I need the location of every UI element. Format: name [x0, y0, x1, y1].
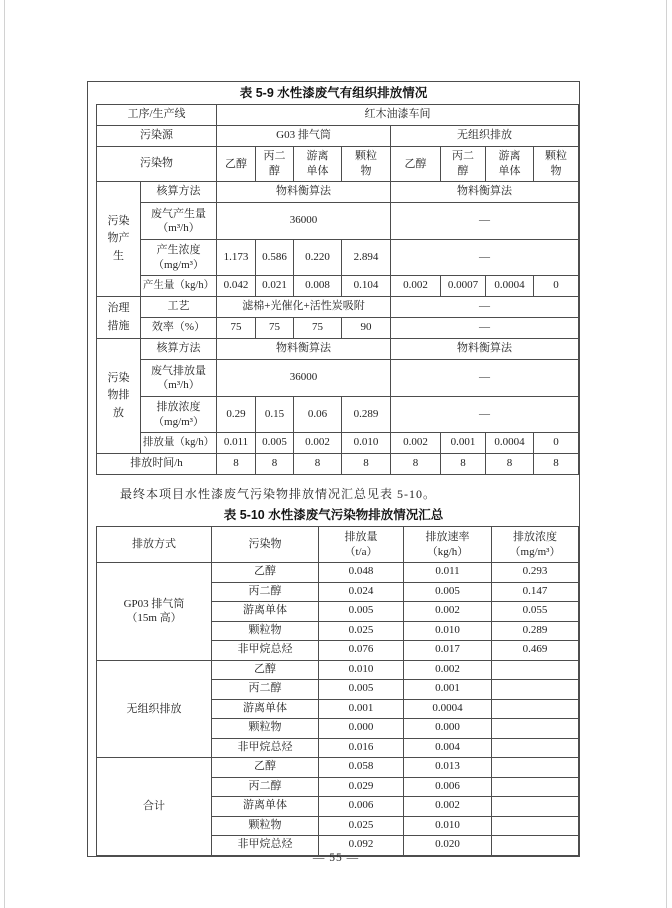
group-label: 污染物产生	[107, 214, 130, 262]
method-value-cell: 物料衡算法	[391, 339, 579, 360]
header-unit: （kg/h）	[426, 545, 469, 558]
pollutant-header-cell	[441, 147, 486, 182]
process-line-value-cell: 红木油漆车间	[217, 105, 579, 126]
column-header-rate	[404, 527, 492, 563]
header-label: 排放浓度	[513, 531, 557, 544]
table-row	[97, 182, 579, 203]
rate-cell: 0.020	[404, 836, 492, 856]
conc-cell: 0.469	[492, 641, 579, 661]
conc-cell: 0.147	[492, 582, 579, 602]
pollutant-cell: 颗粒物	[212, 621, 319, 641]
content-frame	[87, 81, 580, 857]
value-cell: 0.15	[256, 397, 294, 433]
tech-value-cell: 滤棉+光催化+活性炭吸附	[217, 297, 391, 318]
table-row	[97, 276, 579, 297]
method-label-cell: 核算方法	[141, 182, 217, 203]
table-row	[97, 433, 579, 454]
table-5-10	[96, 526, 579, 856]
rate-cell: 0.001	[404, 680, 492, 700]
value-cell: 8	[256, 454, 294, 475]
value-cell: 0.042	[217, 276, 256, 297]
value-cell: 0	[534, 433, 579, 454]
value-cell: 0.002	[391, 276, 441, 297]
amount-cell: 0.076	[319, 641, 404, 661]
pollutant-name: 丙二醇	[263, 150, 286, 177]
rate-cell: 0.004	[404, 738, 492, 758]
table-row	[97, 318, 579, 339]
header-label: 排放量	[344, 531, 378, 544]
table-row	[97, 297, 579, 318]
pollutant-name: 乙醇	[225, 157, 247, 170]
amount-cell: 0.092	[319, 836, 404, 856]
process-line-label-cell: 工序/生产线	[97, 105, 217, 126]
pollutant-cell: 非甲烷总烃	[212, 641, 319, 661]
value-cell: 0.220	[294, 240, 342, 276]
pollutant-name: 丙二醇	[451, 150, 474, 177]
conc-cell: 0.289	[492, 621, 579, 641]
flow-value-cell: 36000	[217, 360, 391, 397]
flow-label-cell	[141, 360, 217, 397]
tech-label-cell: 工艺	[141, 297, 217, 318]
rate-cell: 0.013	[404, 758, 492, 778]
value-cell: 0.29	[217, 397, 256, 433]
method-label-cell: 核算方法	[141, 339, 217, 360]
pollutant-header-cell	[391, 147, 441, 182]
generation-group-label-cell	[97, 182, 141, 297]
pollutant-header-cell	[486, 147, 534, 182]
rate-label-cell: 排放量（kg/h）	[141, 433, 217, 454]
pollutant-header-cell	[294, 147, 342, 182]
value-cell: 0.008	[294, 276, 342, 297]
value-cell: 0.0007	[441, 276, 486, 297]
pollutant-cell: 非甲烷总烃	[212, 738, 319, 758]
pollutant-cell: 颗粒物	[212, 816, 319, 836]
pollutant-name: 游离单体	[498, 150, 521, 177]
group-label: 污染物排放	[107, 371, 130, 419]
value-cell: 0.021	[256, 276, 294, 297]
amount-cell: 0.005	[319, 680, 404, 700]
conc-cell	[492, 777, 579, 797]
header-unit: （t/a）	[344, 545, 378, 558]
pollutant-header-cell	[342, 147, 391, 182]
value-cell: 0.002	[391, 433, 441, 454]
emission-mode-cell	[97, 758, 212, 856]
value-cell: 0.001	[441, 433, 486, 454]
table-row	[97, 105, 579, 126]
method-value-cell: 物料衡算法	[217, 339, 391, 360]
pollutant-cell: 非甲烷总烃	[212, 836, 319, 856]
method-value-cell: 物料衡算法	[391, 182, 579, 203]
rate-cell: 0.017	[404, 641, 492, 661]
conc-cell	[492, 797, 579, 817]
column-header-mode: 排放方式	[97, 527, 212, 563]
pollutant-cell: 颗粒物	[212, 719, 319, 739]
table-row	[97, 126, 579, 147]
column-header-amount	[319, 527, 404, 563]
amount-cell: 0.024	[319, 582, 404, 602]
rate-cell: 0.000	[404, 719, 492, 739]
pollutant-cell: 丙二醇	[212, 777, 319, 797]
pollutant-cell: 丙二醇	[212, 582, 319, 602]
conc-unit: （mg/m³）	[153, 415, 204, 428]
amount-cell: 0.000	[319, 719, 404, 739]
value-cell: 0.0004	[486, 433, 534, 454]
rate-cell: 0.005	[404, 582, 492, 602]
value-cell: 0.104	[342, 276, 391, 297]
value-cell: 2.894	[342, 240, 391, 276]
table-row	[97, 454, 579, 475]
value-cell: 8	[294, 454, 342, 475]
pollutant-header-label-cell: 污染物	[97, 147, 217, 182]
pollutant-header-cell	[256, 147, 294, 182]
amount-cell: 0.048	[319, 563, 404, 583]
table-row	[97, 240, 579, 276]
amount-cell: 0.025	[319, 816, 404, 836]
pollutant-cell: 乙醇	[212, 660, 319, 680]
value-cell: 8	[217, 454, 256, 475]
amount-cell: 0.016	[319, 738, 404, 758]
amount-cell: 0.001	[319, 699, 404, 719]
table-row	[97, 563, 579, 583]
flow-label: 废气排放量	[151, 364, 206, 377]
amount-cell: 0.010	[319, 660, 404, 680]
conc-cell	[492, 699, 579, 719]
value-cell: 75	[217, 318, 256, 339]
efficiency-label-cell: 效率（%）	[141, 318, 217, 339]
value-cell: 0.06	[294, 397, 342, 433]
value-cell: 0	[534, 276, 579, 297]
flow-label-cell	[141, 203, 217, 240]
conc-label: 排放浓度	[156, 401, 201, 414]
rate-label-cell: 产生量（kg/h）	[141, 276, 217, 297]
source-fugitive-cell: 无组织排放	[391, 126, 579, 147]
pollutant-cell: 游离单体	[212, 797, 319, 817]
header-label: 排放速率	[425, 531, 470, 544]
header-unit: （mg/m³）	[509, 545, 561, 558]
value-cell: 0.010	[342, 433, 391, 454]
value-cell: 0.289	[342, 397, 391, 433]
column-header-conc	[492, 527, 579, 563]
value-cell: 75	[294, 318, 342, 339]
pollutant-cell: 游离单体	[212, 699, 319, 719]
value-cell: 8	[534, 454, 579, 475]
rate-cell: 0.0004	[404, 699, 492, 719]
value-cell: 75	[256, 318, 294, 339]
value-cell: 8	[441, 454, 486, 475]
rate-cell: 0.010	[404, 621, 492, 641]
conc-cell	[492, 680, 579, 700]
rate-cell: 0.002	[404, 602, 492, 622]
amount-cell: 0.058	[319, 758, 404, 778]
value-cell: 0.586	[256, 240, 294, 276]
table-row	[97, 660, 579, 680]
pollutant-cell: 游离单体	[212, 602, 319, 622]
conc-cell	[492, 816, 579, 836]
rate-cell: 0.006	[404, 777, 492, 797]
value-cell: —	[391, 240, 579, 276]
flow-value-cell: —	[391, 203, 579, 240]
value-cell: —	[391, 318, 579, 339]
table-row	[97, 397, 579, 433]
flow-unit: （m³/h）	[157, 379, 200, 391]
method-value-cell: 物料衡算法	[217, 182, 391, 203]
mode-label: 无组织排放	[126, 702, 182, 715]
tech-value-cell: —	[391, 297, 579, 318]
amount-cell: 0.005	[319, 602, 404, 622]
conc-cell: 0.055	[492, 602, 579, 622]
conc-cell	[492, 758, 579, 778]
time-label-cell: 排放时间/h	[97, 454, 217, 475]
pollutant-cell: 乙醇	[212, 758, 319, 778]
conc-cell	[492, 660, 579, 680]
table-row	[97, 147, 579, 182]
treatment-group-label-cell	[97, 297, 141, 339]
mode-label: 合计	[143, 800, 165, 813]
table-row	[97, 360, 579, 397]
page-edge-left	[4, 0, 5, 908]
table-header-row	[97, 527, 579, 563]
conc-label-cell	[141, 240, 217, 276]
value-cell: 0.0004	[486, 276, 534, 297]
rate-cell: 0.010	[404, 816, 492, 836]
page-edge-right	[666, 0, 667, 908]
conc-unit: （mg/m³）	[153, 258, 204, 271]
pollutant-name: 游离单体	[306, 150, 329, 177]
value-cell: 8	[391, 454, 441, 475]
page-number: — 55 —	[312, 852, 360, 864]
flow-value-cell: 36000	[217, 203, 391, 240]
pollutant-name: 颗粒物	[354, 150, 377, 177]
value-cell: 0.005	[256, 433, 294, 454]
table-row	[97, 203, 579, 240]
flow-label: 废气产生量	[151, 207, 206, 220]
conc-label: 产生浓度	[156, 244, 201, 257]
value-cell: 8	[486, 454, 534, 475]
mode-label-2: （15m 高）	[126, 612, 182, 625]
flow-value-cell: —	[391, 360, 579, 397]
column-header-pollutant: 污染物	[212, 527, 319, 563]
value-cell: 90	[342, 318, 391, 339]
group-label: 治理措施	[107, 301, 130, 332]
conc-cell	[492, 719, 579, 739]
table-5-9-title: 表 5-9 水性漆废气有组织排放情况	[239, 86, 428, 100]
rate-cell: 0.011	[404, 563, 492, 583]
pollutant-cell: 丙二醇	[212, 680, 319, 700]
value-cell: —	[391, 397, 579, 433]
amount-cell: 0.029	[319, 777, 404, 797]
table-row	[97, 758, 579, 778]
flow-unit: （m³/h）	[157, 222, 200, 234]
value-cell: 0.011	[217, 433, 256, 454]
table-5-9	[96, 104, 579, 475]
table-row	[97, 339, 579, 360]
value-cell: 0.002	[294, 433, 342, 454]
emission-group-label-cell	[97, 339, 141, 454]
amount-cell: 0.025	[319, 621, 404, 641]
emission-mode-cell	[97, 660, 212, 758]
conc-cell	[492, 738, 579, 758]
rate-cell: 0.002	[404, 660, 492, 680]
source-stack-cell: G03 排气筒	[217, 126, 391, 147]
emission-mode-cell	[97, 563, 212, 661]
pollutant-header-cell	[534, 147, 579, 182]
rate-cell: 0.002	[404, 797, 492, 817]
pollutant-name: 乙醇	[404, 157, 427, 170]
value-cell: 8	[342, 454, 391, 475]
mode-label: GP03 排气筒	[123, 597, 185, 610]
amount-cell: 0.006	[319, 797, 404, 817]
pollutant-cell: 乙醇	[212, 563, 319, 583]
summary-paragraph: 最终本项目水性漆废气污染物排放情况汇总见表 5-10。	[120, 487, 436, 501]
pollutant-header-cell	[217, 147, 256, 182]
pollution-source-label-cell: 污染源	[97, 126, 217, 147]
pollutant-name: 颗粒物	[544, 150, 567, 177]
value-cell: 1.173	[217, 240, 256, 276]
table-5-10-title: 表 5-10 水性漆废气污染物排放情况汇总	[223, 508, 444, 522]
conc-label-cell	[141, 397, 217, 433]
conc-cell: 0.293	[492, 563, 579, 583]
